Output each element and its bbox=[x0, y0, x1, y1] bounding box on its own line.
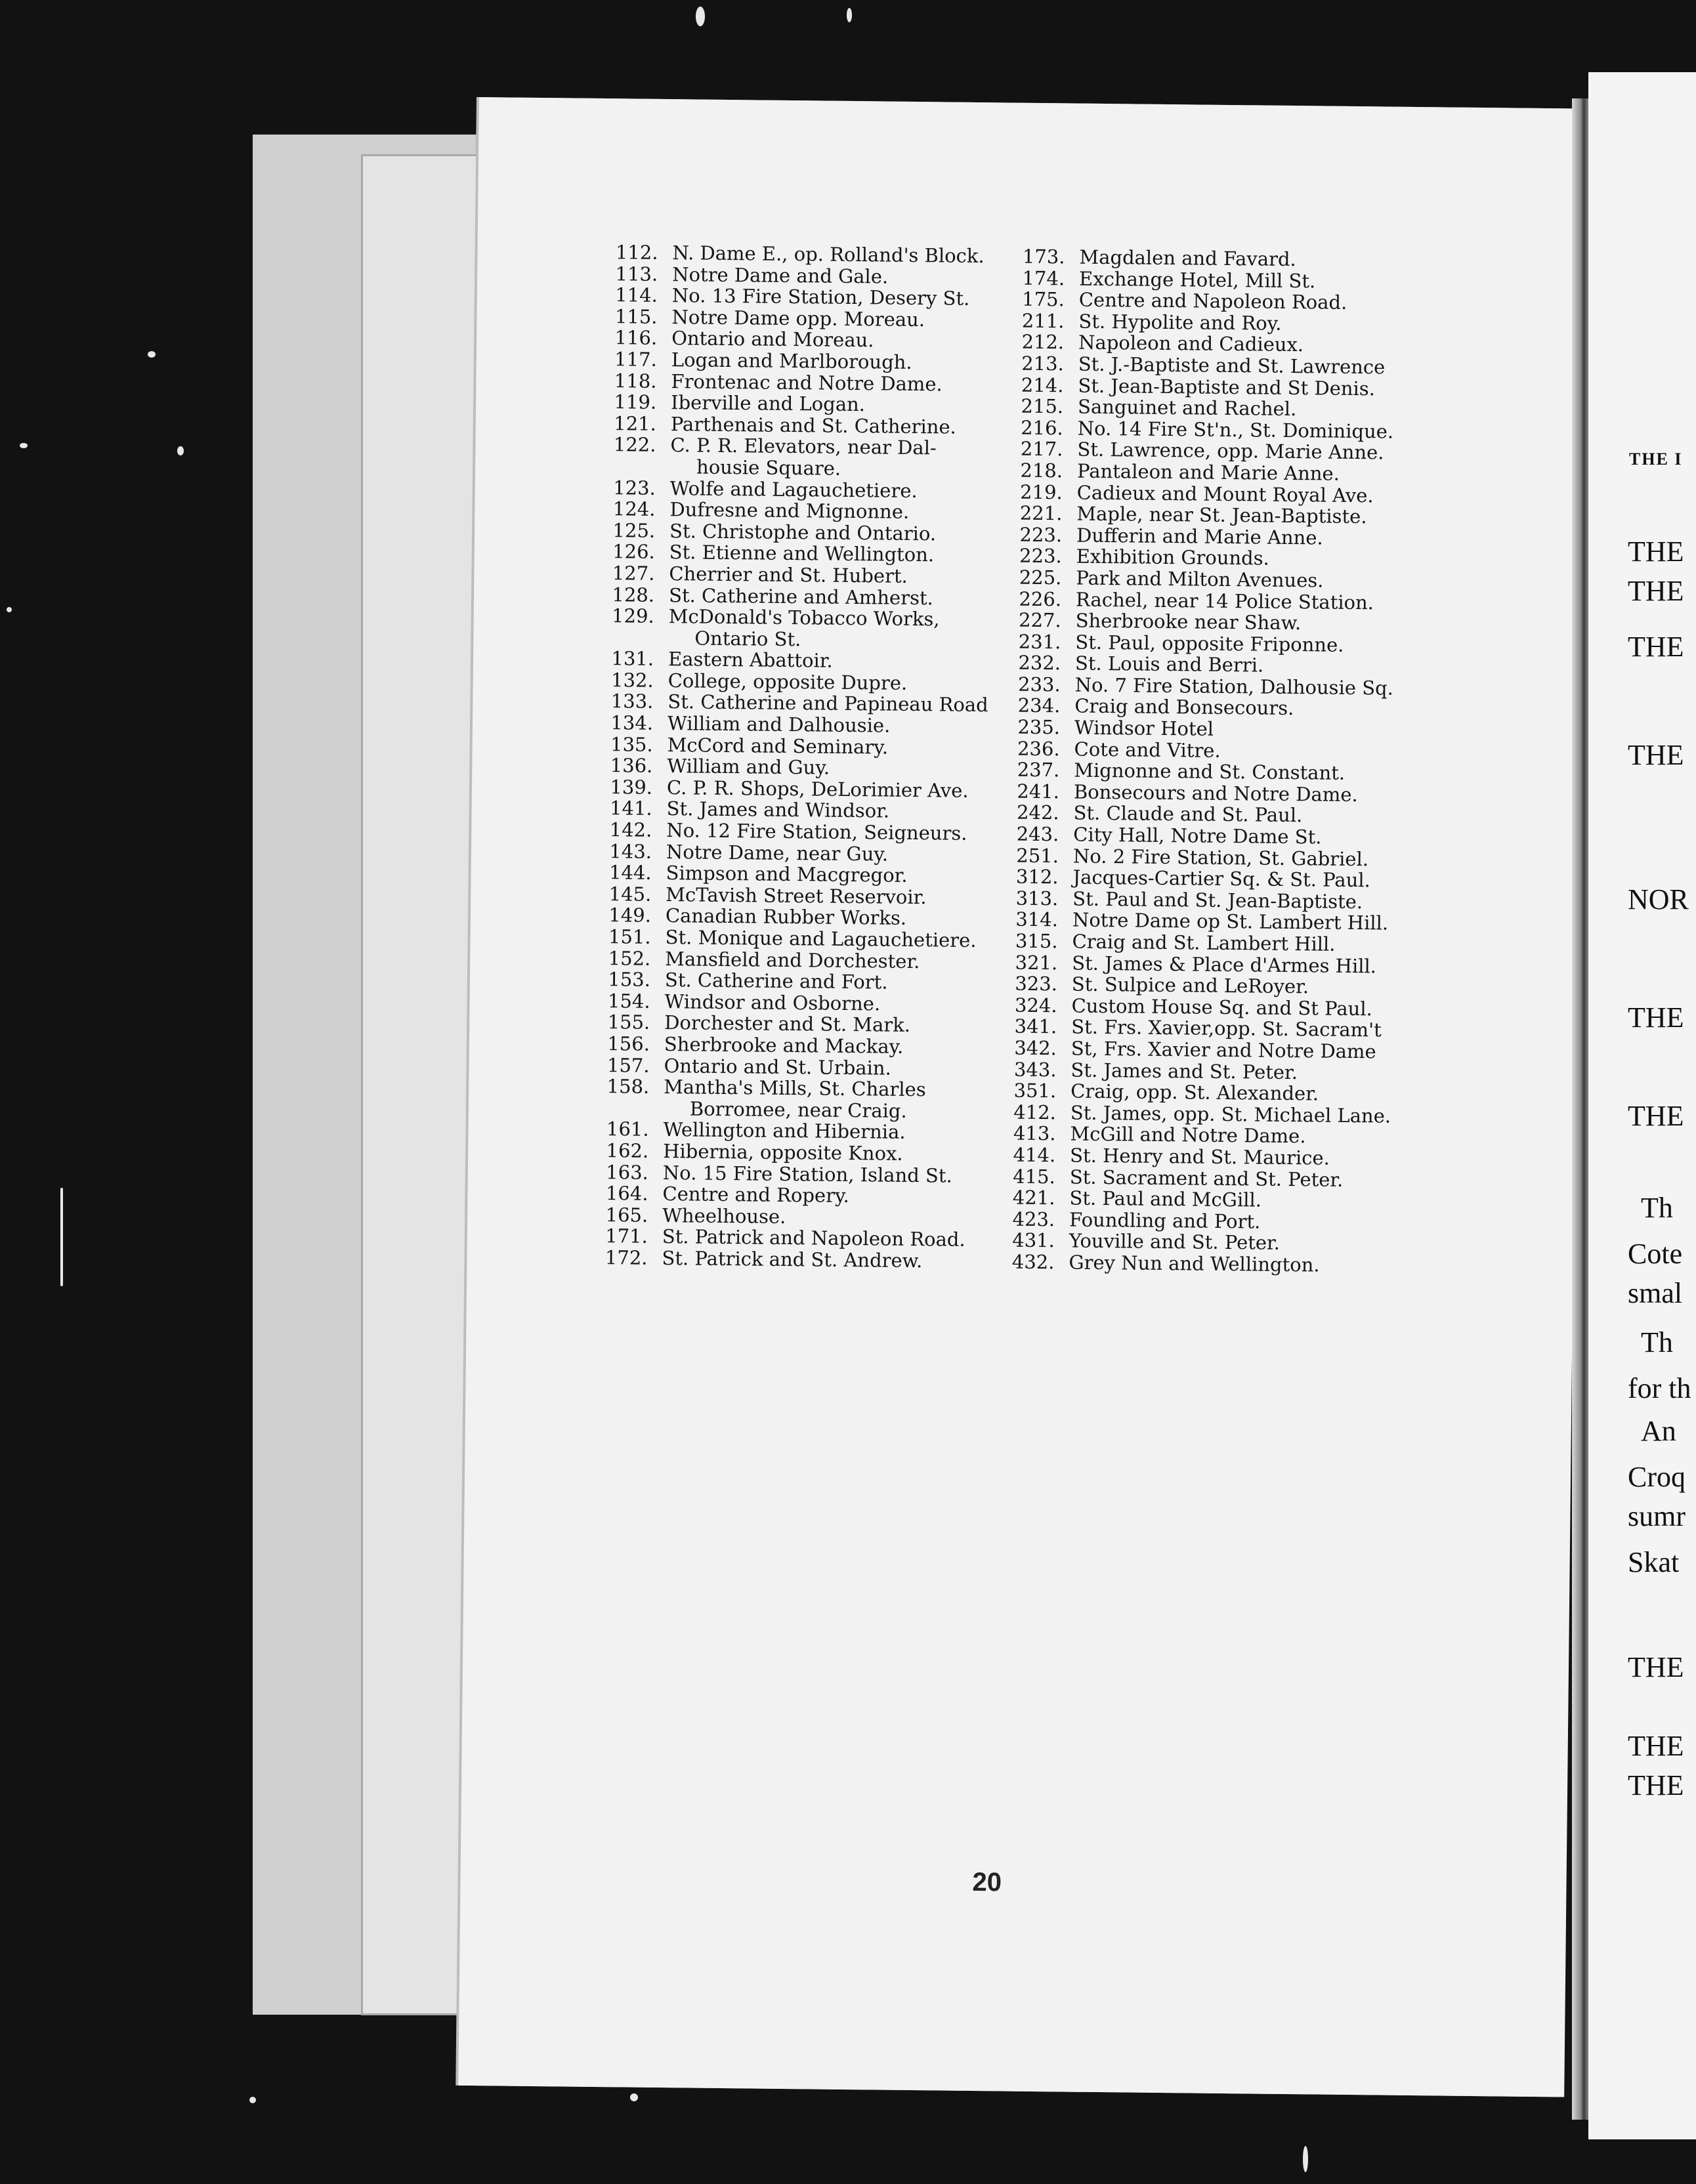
box-location: Foundling and Port. bbox=[1069, 1208, 1261, 1233]
box-location: Notre Dame opp. Moreau. bbox=[671, 305, 925, 331]
box-location: St. Catherine and Amherst. bbox=[668, 583, 934, 609]
box-location: McTavish Street Reservoir. bbox=[666, 883, 927, 909]
box-location: Maple, near St. Jean-Baptiste. bbox=[1076, 502, 1367, 528]
box-location: St. Hypolite and Roy. bbox=[1078, 310, 1282, 335]
box-number: 172. bbox=[604, 1246, 648, 1269]
box-number: 432. bbox=[1011, 1250, 1055, 1274]
box-number: 115. bbox=[614, 304, 658, 328]
box-location: St. James & Place d'Armes Hill. bbox=[1072, 952, 1377, 977]
box-location: Windsor Hotel bbox=[1074, 716, 1214, 740]
box-number: 139. bbox=[610, 775, 653, 799]
box-location: Magdalen and Favard. bbox=[1079, 245, 1296, 271]
box-number: 213. bbox=[1021, 352, 1064, 375]
box-location: No. 13 Fire Station, Desery St. bbox=[671, 284, 970, 310]
facing-page-line: THE bbox=[1628, 1730, 1684, 1762]
box-number: 113. bbox=[615, 262, 658, 285]
box-location: Craig and Bonsecours. bbox=[1074, 695, 1294, 720]
box-number: 227. bbox=[1018, 608, 1061, 632]
box-number: 164. bbox=[605, 1182, 648, 1205]
facing-page-line: sumr bbox=[1628, 1500, 1685, 1532]
facing-page-line: for th bbox=[1628, 1372, 1691, 1404]
box-location: St. James and Windsor. bbox=[666, 797, 890, 823]
box-location: Wolfe and Lagauchetiere. bbox=[669, 476, 918, 502]
facing-page-line: THE bbox=[1628, 631, 1684, 663]
box-location: Craig and St. Lambert Hill. bbox=[1072, 930, 1336, 956]
box-number: 414. bbox=[1013, 1143, 1056, 1167]
box-number: 143. bbox=[609, 839, 652, 863]
facing-page-line: THE bbox=[1628, 1651, 1684, 1683]
box-number: 174. bbox=[1022, 266, 1065, 289]
box-location: Cherrier and St. Hubert. bbox=[669, 562, 908, 587]
box-number: 118. bbox=[614, 369, 657, 392]
facing-page-line: Th bbox=[1641, 1326, 1673, 1358]
box-location: Rachel, near 14 Police Station. bbox=[1075, 588, 1374, 614]
box-number: 217. bbox=[1020, 438, 1063, 461]
box-location: Parthenais and St. Catherine. bbox=[670, 412, 957, 438]
box-number: 223. bbox=[1019, 544, 1062, 568]
box-location: Ontario and St. Urbain. bbox=[664, 1054, 891, 1080]
box-location: C. P. R. Shops, DeLorimier Ave. bbox=[666, 776, 969, 802]
box-number: 117. bbox=[614, 348, 658, 371]
box-location: Park and Milton Avenues. bbox=[1076, 566, 1324, 592]
box-location: Frontenac and Notre Dame. bbox=[671, 369, 943, 395]
box-number: 351. bbox=[1013, 1079, 1057, 1102]
box-number: 312. bbox=[1015, 865, 1059, 889]
box-location: C. P. R. Elevators, near Dal- bbox=[670, 434, 937, 459]
box-location: Notre Dame op St. Lambert Hill. bbox=[1072, 908, 1389, 934]
box-number: 215. bbox=[1021, 394, 1064, 418]
facing-page-line: smal bbox=[1628, 1277, 1683, 1309]
box-number: 116. bbox=[614, 326, 658, 350]
box-location: Mignonne and St. Constant. bbox=[1074, 759, 1346, 785]
facing-page-line: Cote bbox=[1628, 1238, 1683, 1270]
box-number: 343. bbox=[1013, 1058, 1057, 1081]
box-location: St, Frs. Xavier and Notre Dame bbox=[1071, 1037, 1376, 1063]
box-location: Hibernia, opposite Knox. bbox=[663, 1139, 903, 1165]
facing-page-line: An bbox=[1641, 1415, 1676, 1447]
dust-speck bbox=[630, 2093, 638, 2101]
box-location: Eastern Abattoir. bbox=[668, 648, 833, 672]
box-number: 151. bbox=[608, 925, 651, 948]
facing-page-line: THE bbox=[1628, 1769, 1684, 1801]
box-location: St. Henry and St. Maurice. bbox=[1069, 1144, 1330, 1169]
box-number: 163. bbox=[606, 1160, 649, 1184]
box-number: 243. bbox=[1016, 822, 1059, 846]
box-location: St. Paul and St. Jean-Baptiste. bbox=[1072, 887, 1363, 913]
box-location: McDonald's Tobacco Works, bbox=[668, 605, 940, 631]
box-number: 145. bbox=[608, 882, 652, 906]
dust-speck bbox=[696, 7, 705, 26]
box-location: St. Monique and Lagauchetiere. bbox=[665, 926, 977, 952]
box-number: 323. bbox=[1015, 972, 1058, 996]
facing-page-line: Th bbox=[1641, 1192, 1673, 1224]
box-number: 211. bbox=[1021, 309, 1065, 333]
box-number: 114. bbox=[615, 284, 658, 307]
alarm-box-entry bbox=[1002, 1251, 1461, 1277]
box-number: 235. bbox=[1017, 715, 1061, 739]
box-location: Youville and St. Peter. bbox=[1069, 1229, 1281, 1255]
box-location: No. 15 Fire Station, Island St. bbox=[662, 1161, 952, 1187]
box-number: 131. bbox=[611, 647, 654, 671]
box-number: 122. bbox=[613, 433, 656, 457]
box-location: No. 7 Fire Station, Dalhousie Sq. bbox=[1074, 673, 1394, 700]
box-number: 153. bbox=[608, 968, 651, 991]
box-number: 133. bbox=[610, 690, 654, 713]
facing-page-line: NOR bbox=[1628, 883, 1689, 915]
box-number: 125. bbox=[612, 518, 656, 542]
box-number: 134. bbox=[610, 711, 654, 734]
box-number: 234. bbox=[1017, 694, 1061, 717]
box-number: 221. bbox=[1019, 501, 1063, 525]
box-location: Ontario and Moreau. bbox=[671, 327, 874, 352]
box-location: St. Paul, opposite Friponne. bbox=[1075, 631, 1344, 656]
box-number: 219. bbox=[1019, 480, 1063, 503]
page-number: 20 bbox=[972, 1868, 1002, 1897]
facing-page-line: Skat bbox=[1628, 1546, 1680, 1578]
facing-page-line: THE bbox=[1628, 739, 1684, 771]
box-location: St. Patrick and Napoleon Road. bbox=[662, 1225, 965, 1251]
box-number: 129. bbox=[611, 604, 654, 627]
box-location: Ontario St. bbox=[694, 627, 801, 650]
box-location: William and Dalhousie. bbox=[667, 712, 891, 737]
box-number: 161. bbox=[606, 1118, 649, 1141]
box-location: St. Sulpice and LeRoyer. bbox=[1071, 973, 1309, 998]
box-location: Cadieux and Mount Royal Ave. bbox=[1076, 481, 1374, 507]
dust-speck bbox=[20, 443, 28, 448]
box-location: St. Christophe and Ontario. bbox=[669, 519, 937, 545]
box-number: 123. bbox=[613, 476, 656, 499]
right-column bbox=[1002, 246, 1472, 1278]
box-location: St. Etienne and Wellington. bbox=[669, 541, 935, 566]
box-location: Dufferin and Marie Anne. bbox=[1076, 524, 1323, 549]
box-location: St. Louis and Berri. bbox=[1074, 652, 1264, 677]
box-location: Dorchester and St. Mark. bbox=[664, 1011, 911, 1037]
box-location: McCord and Seminary. bbox=[667, 733, 889, 759]
box-number: 233. bbox=[1017, 673, 1061, 696]
box-number: 157. bbox=[606, 1053, 650, 1077]
box-location: Iberville and Logan. bbox=[670, 391, 866, 416]
box-number: 154. bbox=[607, 989, 650, 1013]
box-location: housie Square. bbox=[696, 455, 841, 480]
box-number: 251. bbox=[1016, 844, 1059, 867]
box-location: N. Dame E., op. Rolland's Block. bbox=[672, 242, 985, 268]
box-number: 225. bbox=[1019, 566, 1062, 589]
box-location: Grey Nun and Wellington. bbox=[1069, 1251, 1320, 1276]
box-number: 119. bbox=[614, 390, 657, 414]
box-number: 218. bbox=[1020, 459, 1063, 482]
box-number: 314. bbox=[1015, 908, 1059, 931]
box-number: 142. bbox=[609, 818, 652, 841]
facing-page bbox=[1588, 72, 1696, 2139]
box-number: 132. bbox=[610, 669, 654, 692]
box-number: 149. bbox=[608, 904, 652, 927]
box-number bbox=[603, 455, 670, 478]
box-number: 241. bbox=[1017, 780, 1060, 803]
box-number: 216. bbox=[1021, 416, 1063, 440]
box-number: 226. bbox=[1019, 587, 1062, 610]
facing-page-header: THE I bbox=[1629, 450, 1683, 469]
box-number: 121. bbox=[614, 411, 656, 435]
box-location: Exhibition Grounds. bbox=[1076, 545, 1269, 570]
box-number: 171. bbox=[605, 1225, 648, 1248]
facing-page-line: THE bbox=[1628, 1001, 1684, 1034]
box-location: No. 12 Fire Station, Seigneurs. bbox=[666, 819, 967, 845]
box-number bbox=[597, 1097, 664, 1120]
dust-speck bbox=[7, 607, 12, 612]
box-number: 223. bbox=[1019, 523, 1063, 547]
box-number bbox=[601, 627, 668, 649]
box-number: 214. bbox=[1021, 373, 1064, 396]
dust-speck bbox=[148, 351, 156, 358]
box-location: Centre and Ropery. bbox=[662, 1183, 849, 1208]
box-number: 412. bbox=[1013, 1101, 1057, 1124]
box-location: Sanguinet and Rachel. bbox=[1077, 395, 1297, 421]
left-column bbox=[595, 242, 1065, 1273]
facing-page-line: THE bbox=[1628, 1100, 1684, 1132]
box-number: 124. bbox=[612, 497, 656, 520]
dust-speck bbox=[847, 8, 852, 22]
box-number: 242. bbox=[1016, 801, 1059, 824]
box-number: 126. bbox=[612, 540, 655, 564]
facing-page-line: THE bbox=[1628, 536, 1684, 568]
box-location: Centre and Napoleon Road. bbox=[1078, 288, 1347, 314]
box-number: 415. bbox=[1013, 1165, 1056, 1188]
box-number: 313. bbox=[1015, 887, 1059, 910]
box-location: Jacques-Cartier Sq. & St. Paul. bbox=[1072, 866, 1371, 892]
box-number: 236. bbox=[1017, 737, 1060, 760]
dust-speck bbox=[60, 1188, 63, 1286]
box-number: 128. bbox=[612, 583, 655, 606]
box-location: No. 2 Fire Station, St. Gabriel. bbox=[1072, 845, 1369, 870]
box-location: College, opposite Dupre. bbox=[668, 669, 908, 694]
box-number: 232. bbox=[1018, 651, 1061, 675]
box-location: Custom House Sq. and St Paul. bbox=[1071, 994, 1373, 1020]
box-location: No. 14 Fire St'n., St. Dominique. bbox=[1077, 417, 1394, 443]
box-number: 155. bbox=[607, 1011, 650, 1034]
box-location: St. Frs. Xavier,opp. St. Sacram't bbox=[1071, 1015, 1382, 1041]
box-location: Bonsecours and Notre Dame. bbox=[1073, 780, 1358, 806]
box-location: Simpson and Macgregor. bbox=[666, 862, 908, 887]
box-location: Cote and Vitre. bbox=[1074, 738, 1221, 762]
dust-speck bbox=[177, 446, 184, 455]
box-location: Dufresne and Mignonne. bbox=[669, 498, 910, 524]
box-location: Pantaleon and Marie Anne. bbox=[1076, 459, 1340, 485]
box-location: St. Claude and St. Paul. bbox=[1073, 801, 1303, 827]
box-location: St. Jean-Baptiste and St Denis. bbox=[1078, 374, 1376, 400]
box-number: 152. bbox=[608, 946, 651, 970]
box-number: 162. bbox=[606, 1139, 649, 1162]
box-location: City Hall, Notre Dame St. bbox=[1073, 823, 1322, 849]
box-number: 413. bbox=[1013, 1122, 1056, 1145]
box-number: 158. bbox=[606, 1075, 650, 1098]
box-location: St. James and St. Peter. bbox=[1071, 1059, 1298, 1083]
box-location: William and Guy. bbox=[667, 755, 830, 779]
box-location: Notre Dame and Gale. bbox=[672, 262, 889, 288]
box-number: 135. bbox=[610, 732, 653, 756]
box-number: 165. bbox=[605, 1203, 648, 1227]
box-number: 173. bbox=[1022, 245, 1065, 268]
box-location: Mansfield and Dorchester. bbox=[665, 947, 920, 973]
box-location: Sherbrooke and Mackay. bbox=[664, 1033, 904, 1058]
box-number: 324. bbox=[1014, 994, 1057, 1017]
dust-speck bbox=[249, 2097, 256, 2103]
box-number: 156. bbox=[607, 1032, 650, 1055]
box-number: 175. bbox=[1022, 287, 1065, 311]
box-location: St. Sacrament and St. Peter. bbox=[1069, 1166, 1344, 1191]
box-location: St. Catherine and Papineau Road bbox=[668, 690, 988, 717]
box-location: Borromee, near Craig. bbox=[689, 1097, 907, 1122]
box-location: St. Catherine and Fort. bbox=[664, 969, 888, 994]
box-number: 212. bbox=[1021, 331, 1065, 354]
box-number: 231. bbox=[1018, 630, 1061, 654]
box-location: McGill and Notre Dame. bbox=[1070, 1122, 1306, 1148]
box-location: Canadian Rubber Works. bbox=[665, 904, 907, 930]
box-number: 237. bbox=[1017, 758, 1060, 782]
box-number: 431. bbox=[1012, 1228, 1055, 1252]
box-number: 144. bbox=[608, 861, 652, 885]
box-location: St. J.-Baptiste and St. Lawrence bbox=[1078, 352, 1386, 379]
alarm-box-entry bbox=[595, 1247, 1054, 1273]
box-location: St. Patrick and St. Andrew. bbox=[662, 1246, 923, 1272]
facing-page-line: THE bbox=[1628, 575, 1684, 607]
box-number: 342. bbox=[1014, 1036, 1057, 1060]
box-location: Craig, opp. St. Alexander. bbox=[1071, 1080, 1319, 1105]
box-number: 341. bbox=[1014, 1015, 1057, 1038]
box-location: Notre Dame, near Guy. bbox=[666, 840, 889, 866]
box-number: 315. bbox=[1015, 929, 1058, 953]
box-location: Wellington and Hibernia. bbox=[663, 1118, 906, 1144]
box-location: St. James, opp. St. Michael Lane. bbox=[1070, 1101, 1391, 1127]
box-location: Exchange Hotel, Mill St. bbox=[1078, 267, 1316, 292]
box-location: Windsor and Osborne. bbox=[664, 990, 881, 1015]
box-number: 423. bbox=[1012, 1208, 1055, 1230]
box-number: 141. bbox=[609, 797, 652, 820]
box-location: Napoleon and Cadieux. bbox=[1078, 331, 1304, 356]
box-number: 421. bbox=[1012, 1186, 1055, 1209]
box-location: St. Lawrence, opp. Marie Anne. bbox=[1077, 438, 1384, 464]
dust-speck bbox=[1303, 2146, 1308, 2172]
box-number: 127. bbox=[612, 562, 655, 585]
box-number: 321. bbox=[1015, 951, 1058, 974]
box-location: Wheelhouse. bbox=[662, 1204, 786, 1228]
box-location: Mantha's Mills, St. Charles bbox=[664, 1076, 926, 1101]
facing-page-line: Croq bbox=[1628, 1461, 1685, 1493]
box-location: Sherbrooke near Shaw. bbox=[1075, 609, 1302, 635]
box-location: Logan and Marlborough. bbox=[671, 348, 912, 373]
box-number: 112. bbox=[615, 241, 658, 264]
box-location: St. Paul and McGill. bbox=[1069, 1186, 1262, 1211]
box-number: 136. bbox=[610, 754, 653, 778]
book-page bbox=[458, 97, 1585, 2097]
